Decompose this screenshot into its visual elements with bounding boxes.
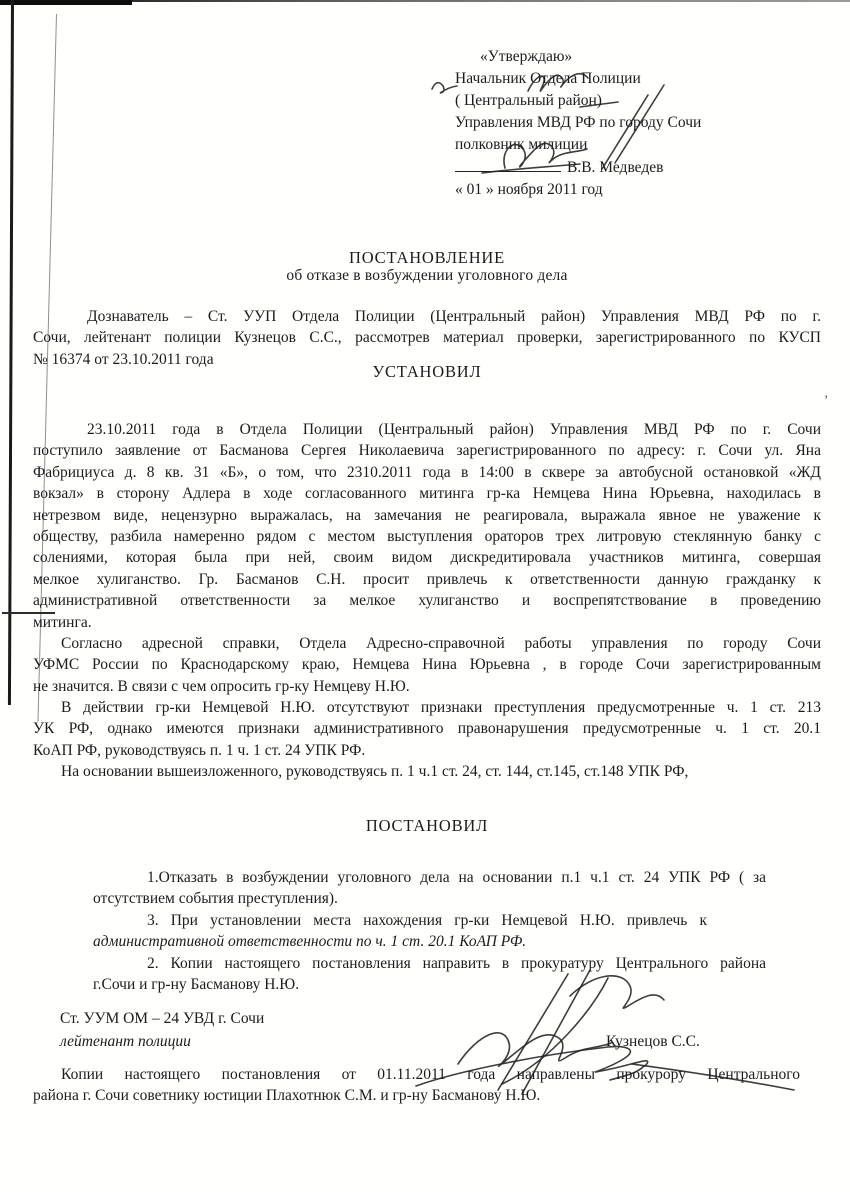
- legal-basis-paragraph: [33, 761, 821, 782]
- text-line: № 16374 от 23.10.2011 года: [33, 350, 214, 368]
- text-line: нетрезвом виде, нецензурно выражалась, на замечания не реагировала, выражала явное не уважение к: [33, 506, 821, 524]
- text-line: Копии настоящего постановления от 01.11.2011 года направлены прокурору Центрального: [61, 1066, 800, 1083]
- signoff-rank: лейтенант полиции: [60, 1033, 191, 1050]
- text-line: КоАП РФ, руководствуясь п. 1 ч. 1 ст. 24 УПК РФ.: [33, 741, 366, 759]
- text-line: 1.Отказать в возбуждении уголовного дела на основании п.1 ч.1 ст. 24 УПК РФ ( за: [147, 869, 766, 886]
- approval-date: « 01 » ноября 2011 год: [455, 181, 603, 198]
- signature-scribble-top: [420, 55, 700, 205]
- scan-artifact-left-edge: [8, 0, 14, 705]
- text-line: Фабрициуса д. 8 кв. 31 «Б», о том, что 2310.2011 года в 14:00 в сквере за автобусной остановкой «ЖД: [33, 463, 821, 481]
- approval-line: полковник милиции: [455, 136, 588, 153]
- text-line: вокзал» в сторону Адлера в ходе согласованного митинга гр-ка Немцева Нина Юрьевна, находилась в: [33, 485, 821, 503]
- scan-artifact-top-edge-thick: [0, 0, 132, 5]
- approval-line: Управления МВД РФ по городу Сочи: [455, 114, 702, 131]
- text-line: На основании вышеизложенного, руководствуясь п. 1 ч.1 ст. 24, ст. 144, ст.145, ст.148 УПК РФ,: [61, 763, 689, 780]
- text-line: В действии гр-ки Немцевой Н.Ю. отсутствуют признаки преступления предусмотренные ч. 1 ст. 213: [61, 699, 821, 717]
- scan-artifact-speck: ’: [824, 392, 829, 407]
- text-line: Сочи, лейтенант полиции Кузнецов С.С., рассмотрев материал проверки, зарегистрированного по КУСП: [33, 329, 821, 347]
- text-line: 23.10.2011 года в Отдела Полиции (Центральный район) Управления МВД РФ по г. Сочи: [87, 421, 821, 438]
- text-line: отсутствием события преступления).: [93, 890, 338, 908]
- text-line: солениями, которая была при ней, своим видом дискредитировала участников митинга, совершая: [33, 549, 821, 567]
- signoff-name: Кузнецов С.С.: [606, 1033, 700, 1050]
- text-line: 3. При установлении места нахождения гр-ки Немцевой Н.Ю. привлечь к: [147, 911, 707, 929]
- document-title: ПОСТАНОВЛЕНИЕ: [349, 248, 505, 267]
- approval-line: ( Центральный район): [455, 92, 602, 109]
- text-line: митинга.: [33, 613, 92, 631]
- body-paragraphs: [33, 419, 821, 761]
- document-subtitle: об отказе в возбуждении уголовного дела: [286, 267, 568, 284]
- text-line: не значится. В связи с чем опросить гр-ку Немцеву Н.Ю.: [33, 677, 410, 695]
- approver-name: В.В. Медведев: [567, 159, 664, 176]
- text-line: мелкое хулиганство. Гр. Басманов С.Н. просит привлечь к ответственности данную гражданку к: [33, 570, 821, 588]
- footer-paragraph: [33, 1064, 800, 1107]
- text-line: административной ответственности за мелкое хулиганство и воспрепятствование в проведению: [33, 592, 821, 610]
- text-line: Согласно адресной справки, Отдела Адресно-справочной работы управления по городу Сочи: [61, 634, 821, 652]
- text-line: района г. Сочи советнику юстиции Плахотнюк С.М. и гр-ну Басманову Н.Ю.: [33, 1087, 541, 1105]
- text-line: УФМС России по Краснодарскому краю, Немцева Нина Юрьевна , в городе Сочи зарегистрированным: [33, 656, 821, 674]
- intro-paragraph: [33, 306, 821, 370]
- text-line: поступило заявление от Басманова Сергея Николаевича зарегистрированного по адресу: г. Сочи ул. Яна: [33, 442, 821, 460]
- section-heading-ustanovil: УСТАНОВИЛ: [372, 362, 482, 381]
- text-line: г.Сочи и гр-ну Басманову Н.Ю.: [93, 975, 300, 993]
- text-line: административной ответственности по ч. 1 ст. 20.1 КоАП РФ.: [93, 933, 527, 951]
- text-line: УК РФ, однако имеются признаки административного правонарушения предусмотренные ч. 1 ст. 20.1: [33, 720, 821, 738]
- signoff-position: Ст. УУМ ОМ – 24 УВД г. Сочи: [60, 1010, 265, 1027]
- text-line: Дознаватель – Ст. УУП Отдела Полиции (Центральный район) Управления МВД РФ по г.: [87, 308, 821, 325]
- text-line: обществу, разбила намеренно рядом с местом выступления ораторов трех литровую стеклянную банку с: [33, 527, 821, 545]
- approval-quote: «Утверждаю»: [480, 48, 573, 65]
- section-heading-postanovil: ПОСТАНОВИЛ: [365, 816, 489, 835]
- approval-line: Начальник Отдела Полиции: [455, 70, 641, 87]
- text-line: 2. Копии настоящего постановления направить в прокуратуру Центрального района: [147, 954, 766, 972]
